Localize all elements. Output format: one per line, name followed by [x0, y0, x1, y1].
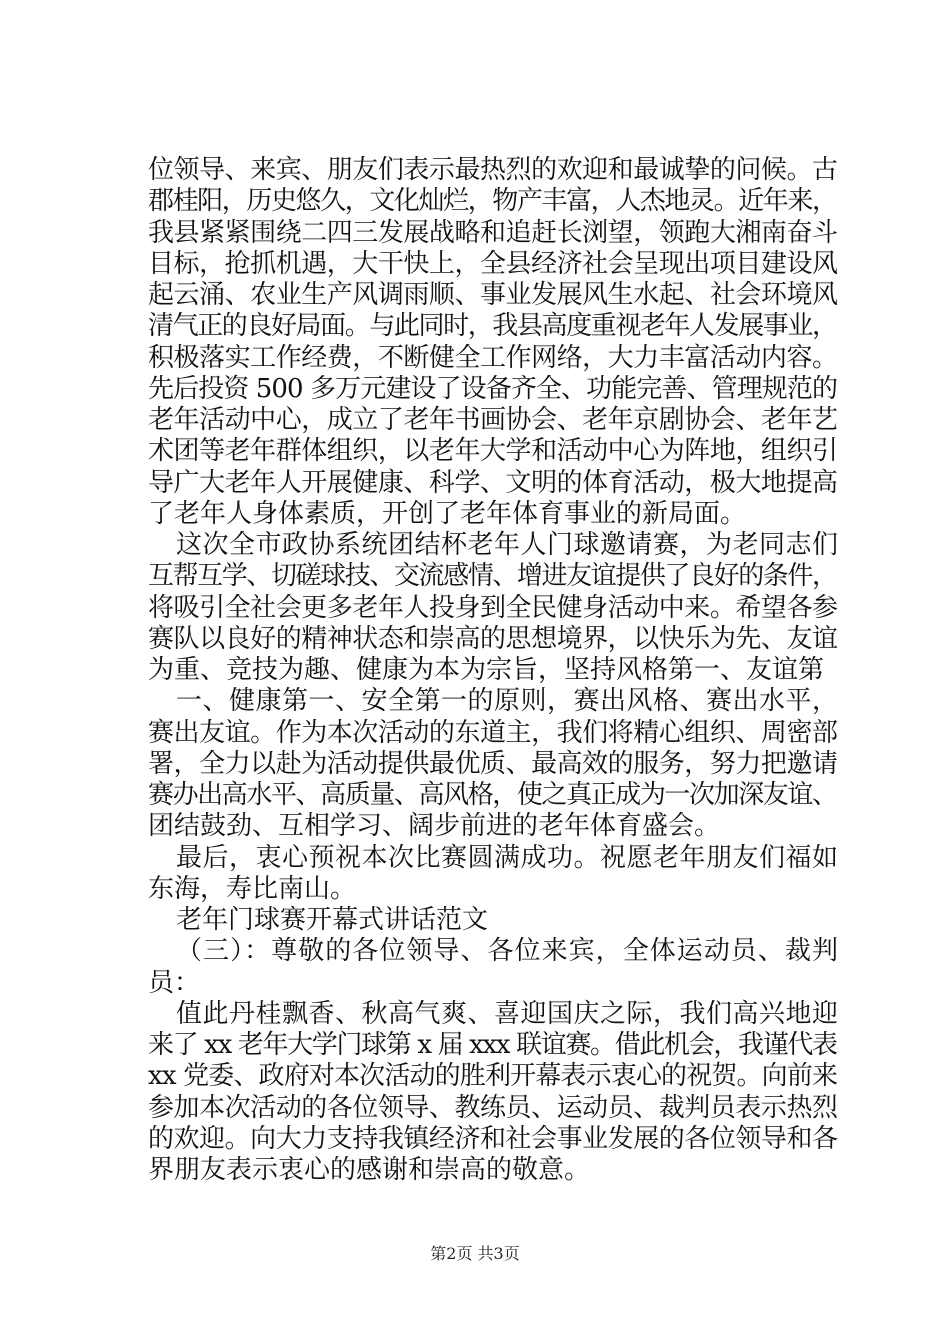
text-line-container — [148, 155, 838, 186]
text-line: 位领导、来宾、朋友们表示最热烈的欢迎和最诚挚的问候。古 — [148, 155, 838, 185]
text-line-container — [148, 468, 838, 499]
text-line-container — [148, 218, 838, 249]
text-line: 目标，抢抓机遇，大干快上，全县经济社会呈现出项目建设风 — [148, 248, 838, 279]
text-line: 参加本次活动的各位领导、教练员、运动员、裁判员表示热烈 — [148, 1092, 838, 1123]
text-line-container — [148, 1030, 838, 1061]
text-line: （三）：尊敬的各位领导、各位来宾，全体运动员、裁判 — [176, 936, 840, 967]
text-line-container — [148, 1061, 838, 1092]
text-line: 值此丹桂飘香、秋高气爽、喜迎国庆之际，我们高兴地迎 — [176, 998, 839, 1029]
text-line: xx 党委、政府对本次活动的胜利开幕表示衷心的祝贺。向前来 — [148, 1061, 838, 1092]
text-line-container — [148, 655, 838, 686]
text-line-container — [148, 1155, 838, 1186]
text-line: 员： — [148, 967, 201, 998]
text-line-container — [148, 405, 838, 436]
text-line-container — [148, 936, 838, 967]
text-line-container — [148, 561, 838, 592]
paragraph — [148, 905, 838, 936]
text-line: 我县紧紧围绕二四三发展战略和追赶长浏望，领跑大湘南奋斗 — [148, 217, 838, 248]
text-line-container — [148, 624, 838, 655]
text-line-container — [148, 530, 838, 561]
text-line: 互帮互学、切磋球技、交流感情、增进友谊提供了良好的条件， — [148, 561, 837, 592]
text-line: 为重、竞技为趣、健康为本为宗旨，坚持风格第一、友谊第 — [148, 655, 825, 685]
text-line: 了老年人身体素质，开创了老年体育事业的新局面。 — [148, 498, 747, 529]
text-line: 界朋友表示衷心的感谢和崇高的敬意。 — [148, 1155, 591, 1185]
text-line: 术团等老年群体组织，以老年大学和活动中心为阵地，组织引 — [148, 436, 838, 467]
paragraph — [148, 530, 838, 686]
text-line: 一、健康第一、安全第一的原则，赛出风格、赛出水平， — [176, 686, 839, 717]
text-line-container — [148, 780, 838, 811]
text-line: 将吸引全社会更多老年人投身到全民健身活动中来。希望各参 — [148, 592, 838, 623]
paragraph — [148, 686, 838, 842]
text-line-container — [148, 593, 838, 624]
text-line-container — [148, 749, 838, 780]
text-line: 这次全市政协系统团结杯老年人门球邀请赛，为老同志们 — [176, 530, 839, 560]
text-line: 最后，衷心预祝本次比赛圆满成功。祝愿老年朋友们福如 — [176, 842, 839, 873]
text-line-container — [148, 718, 838, 749]
text-line: 赛出友谊。作为本次活动的东道主，我们将精心组织、周密部 — [148, 717, 838, 748]
text-line: 署，全力以赴为活动提供最优质、最高效的服务，努力把邀请 — [148, 748, 838, 779]
paragraph — [148, 843, 838, 906]
text-line-container — [148, 843, 838, 874]
text-line: 赛办出高水平、高质量、高风格，使之真正成为一次加深友谊、 — [148, 780, 837, 810]
text-line-container — [148, 968, 838, 999]
text-line-container — [148, 343, 838, 374]
paragraph — [148, 999, 838, 1187]
text-line: 东海，寿比南山。 — [148, 873, 357, 904]
paragraph — [148, 155, 838, 530]
text-line-container — [148, 311, 838, 342]
text-line-container — [148, 811, 838, 842]
text-line: 来了 xx 老年大学门球第 x 届 xxx 联谊赛。借此机会，我谨代表 — [148, 1030, 837, 1060]
text-line: 团结鼓劲、互相学习、阔步前进的老年体育盛会。 — [148, 811, 721, 842]
text-line: 清气正的良好局面。与此同时，我县高度重视老年人发展事业， — [148, 311, 837, 342]
text-line: 先后投资 500 多万元建设了设备齐全、功能完善、管理规范的 — [148, 373, 838, 404]
text-line-container — [148, 374, 838, 405]
document-body — [148, 155, 838, 1186]
text-line-container — [148, 499, 838, 530]
text-line-container — [148, 436, 838, 467]
text-line-container — [148, 280, 838, 311]
text-line: 的欢迎。向大力支持我镇经济和社会事业发展的各位领导和各 — [148, 1123, 838, 1154]
text-line: 老年活动中心，成立了老年书画协会、老年京剧协会、老年艺 — [148, 405, 838, 435]
text-line-container — [148, 1093, 838, 1124]
text-line: 老年门球赛开幕式讲话范文 — [176, 905, 489, 935]
text-line: 积极落实工作经费，不断健全工作网络，大力丰富活动内容。 — [148, 342, 838, 373]
text-line-container — [148, 905, 838, 936]
text-line-container — [148, 249, 838, 280]
paragraph — [148, 936, 838, 999]
text-line: 赛队以良好的精神状态和崇高的思想境界，以快乐为先、友谊 — [148, 623, 838, 654]
text-line: 起云涌、农业生产风调雨顺、事业发展风生水起、社会环境风 — [148, 280, 838, 310]
text-line-container — [148, 999, 838, 1030]
text-line-container — [148, 1124, 838, 1155]
text-line-container — [148, 686, 838, 717]
text-line: 郡桂阳，历史悠久，文化灿烂，物产丰富，人杰地灵。近年来， — [148, 186, 837, 217]
page-number-footer: 第2页 共3页 — [430, 1244, 520, 1263]
text-line-container — [148, 874, 838, 905]
text-line-container — [148, 186, 838, 217]
text-line: 导广大老年人开展健康、科学、文明的体育活动，极大地提高 — [148, 467, 838, 498]
